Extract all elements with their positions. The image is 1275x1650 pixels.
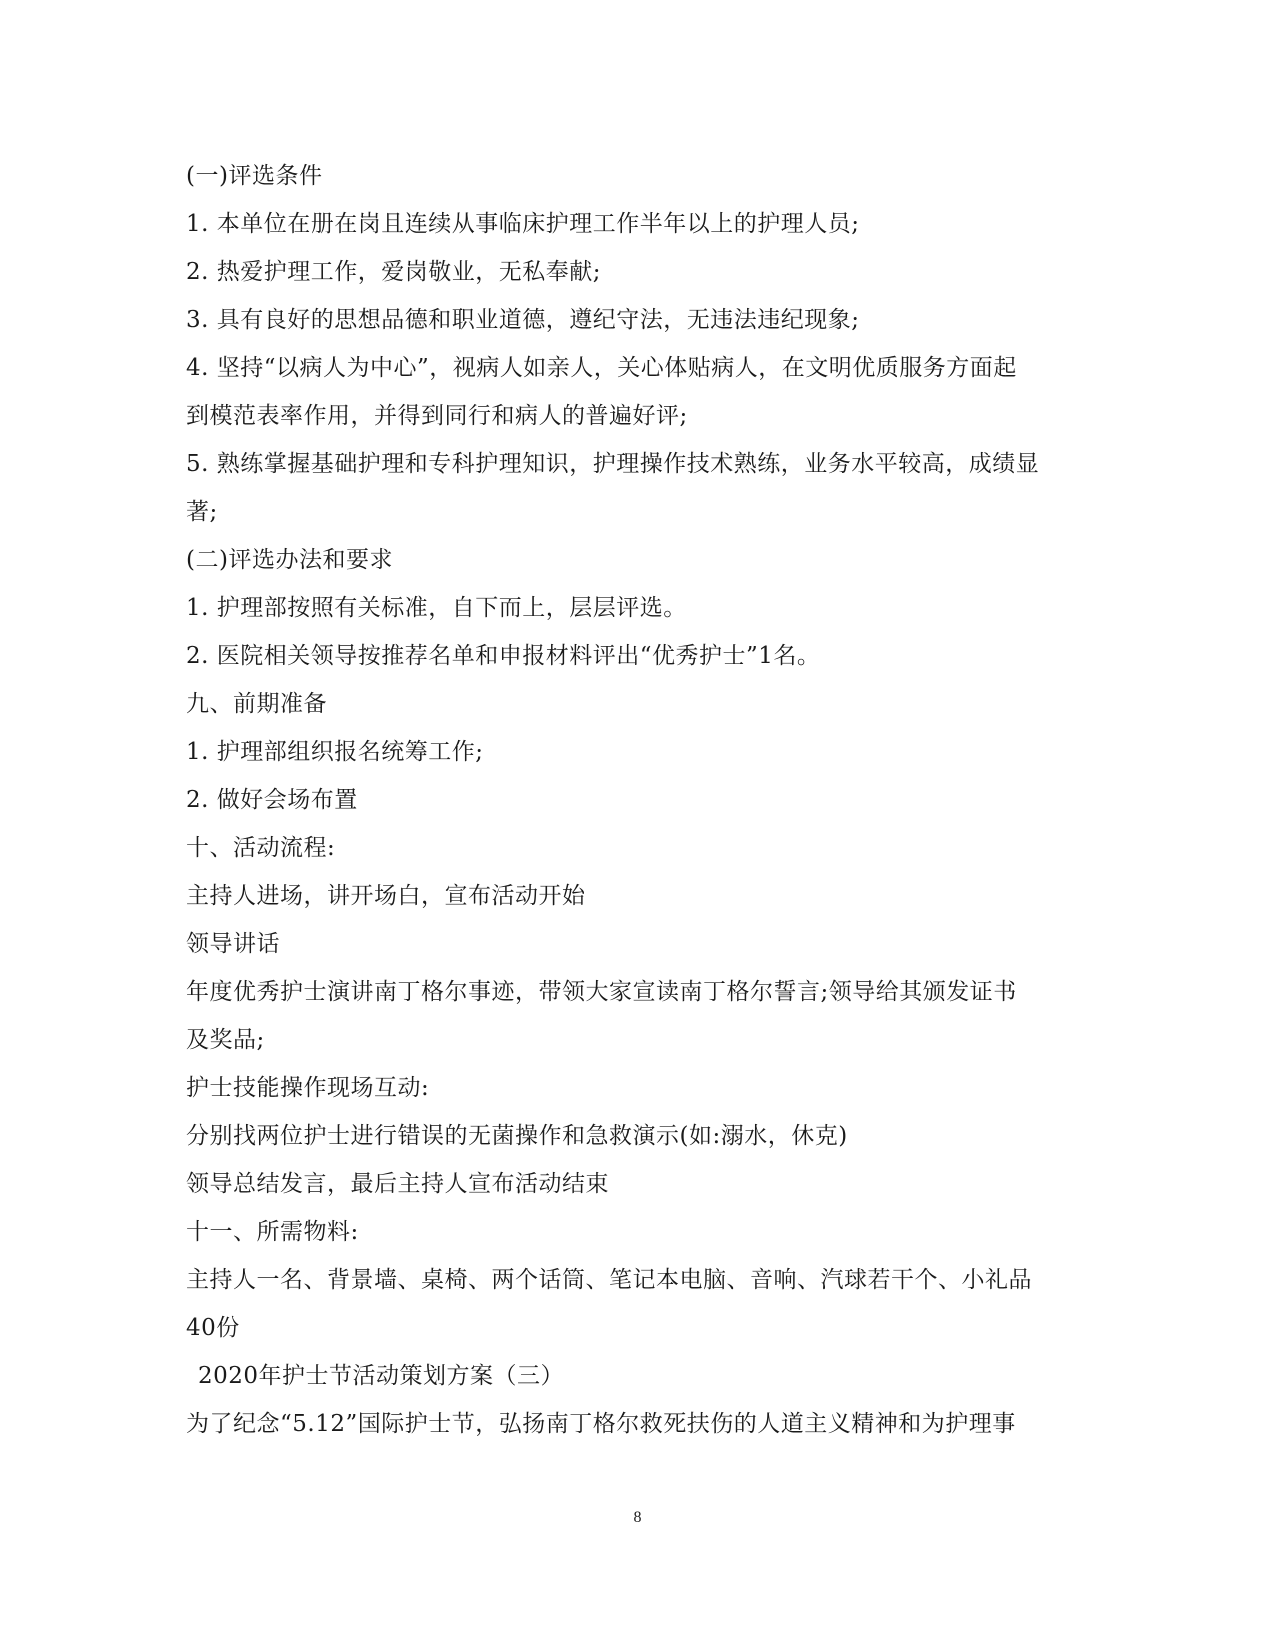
criteria-item-1: 1. 本单位在册在岗且连续从事临床护理工作半年以上的护理人员; <box>186 211 860 237</box>
preparation-item-1: 1. 护理部组织报名统筹工作; <box>186 739 484 765</box>
criteria-item-4-continued: 到模范表率作用，并得到同行和病人的普遍好评; <box>186 403 688 429</box>
criteria-item-2: 2. 热爱护理工作，爱岗敬业，无私奉献; <box>186 259 602 285</box>
criteria-item-5: 5. 熟练掌握基础护理和专科护理知识，护理操作技术熟练，业务水平较高，成绩显 <box>186 451 1040 477</box>
flow-item-demo: 分别找两位护士进行错误的无菌操作和急救演示(如:溺水，休克) <box>186 1123 848 1149</box>
section-heading-selection-method: (二)评选办法和要求 <box>186 547 393 573</box>
section-heading-activity-flow: 十、活动流程: <box>186 835 336 861</box>
flow-item-leader-speech: 领导讲话 <box>186 931 280 957</box>
plan-three-intro: 为了纪念“5.12”国际护士节，弘扬南丁格尔救死扶伤的人道主义精神和为护理事 <box>186 1411 1016 1437</box>
criteria-item-3: 3. 具有良好的思想品德和职业道德，遵纪守法，无违法违纪现象; <box>186 307 860 333</box>
flow-item-skills-interaction: 护士技能操作现场互动: <box>186 1075 430 1101</box>
criteria-item-5-continued: 著; <box>186 499 218 525</box>
document-body <box>186 152 1086 1448</box>
materials-list-continued: 40份 <box>186 1315 240 1341</box>
flow-item-nurse-speech: 年度优秀护士演讲南丁格尔事迹，带领大家宣读南丁格尔誓言;领导给其颁发证书 <box>186 979 1017 1005</box>
method-item-1: 1. 护理部按照有关标准，自下而上，层层评选。 <box>186 595 687 621</box>
flow-item-host-opening: 主持人进场，讲开场白，宣布活动开始 <box>186 883 586 909</box>
page-number: 8 <box>633 1509 642 1526</box>
section-heading-materials: 十一、所需物料: <box>186 1219 359 1245</box>
flow-item-closing: 领导总结发言，最后主持人宣布活动结束 <box>186 1171 609 1197</box>
preparation-item-2: 2. 做好会场布置 <box>186 787 358 813</box>
materials-list: 主持人一名、背景墙、桌椅、两个话筒、笔记本电脑、音响、汽球若干个、小礼品 <box>186 1267 1032 1293</box>
section-heading-preparation: 九、前期准备 <box>186 691 327 717</box>
flow-item-nurse-speech-continued: 及奖品; <box>186 1027 265 1053</box>
method-item-2: 2. 医院相关领导按推荐名单和申报材料评出“优秀护士”1名。 <box>186 643 821 669</box>
section-heading-selection-criteria: (一)评选条件 <box>186 163 323 189</box>
plan-title-three: 2020年护士节活动策划方案（三） <box>198 1363 565 1389</box>
criteria-item-4: 4. 坚持“以病人为中心”，视病人如亲人，关心体贴病人，在文明优质服务方面起 <box>186 355 1017 381</box>
